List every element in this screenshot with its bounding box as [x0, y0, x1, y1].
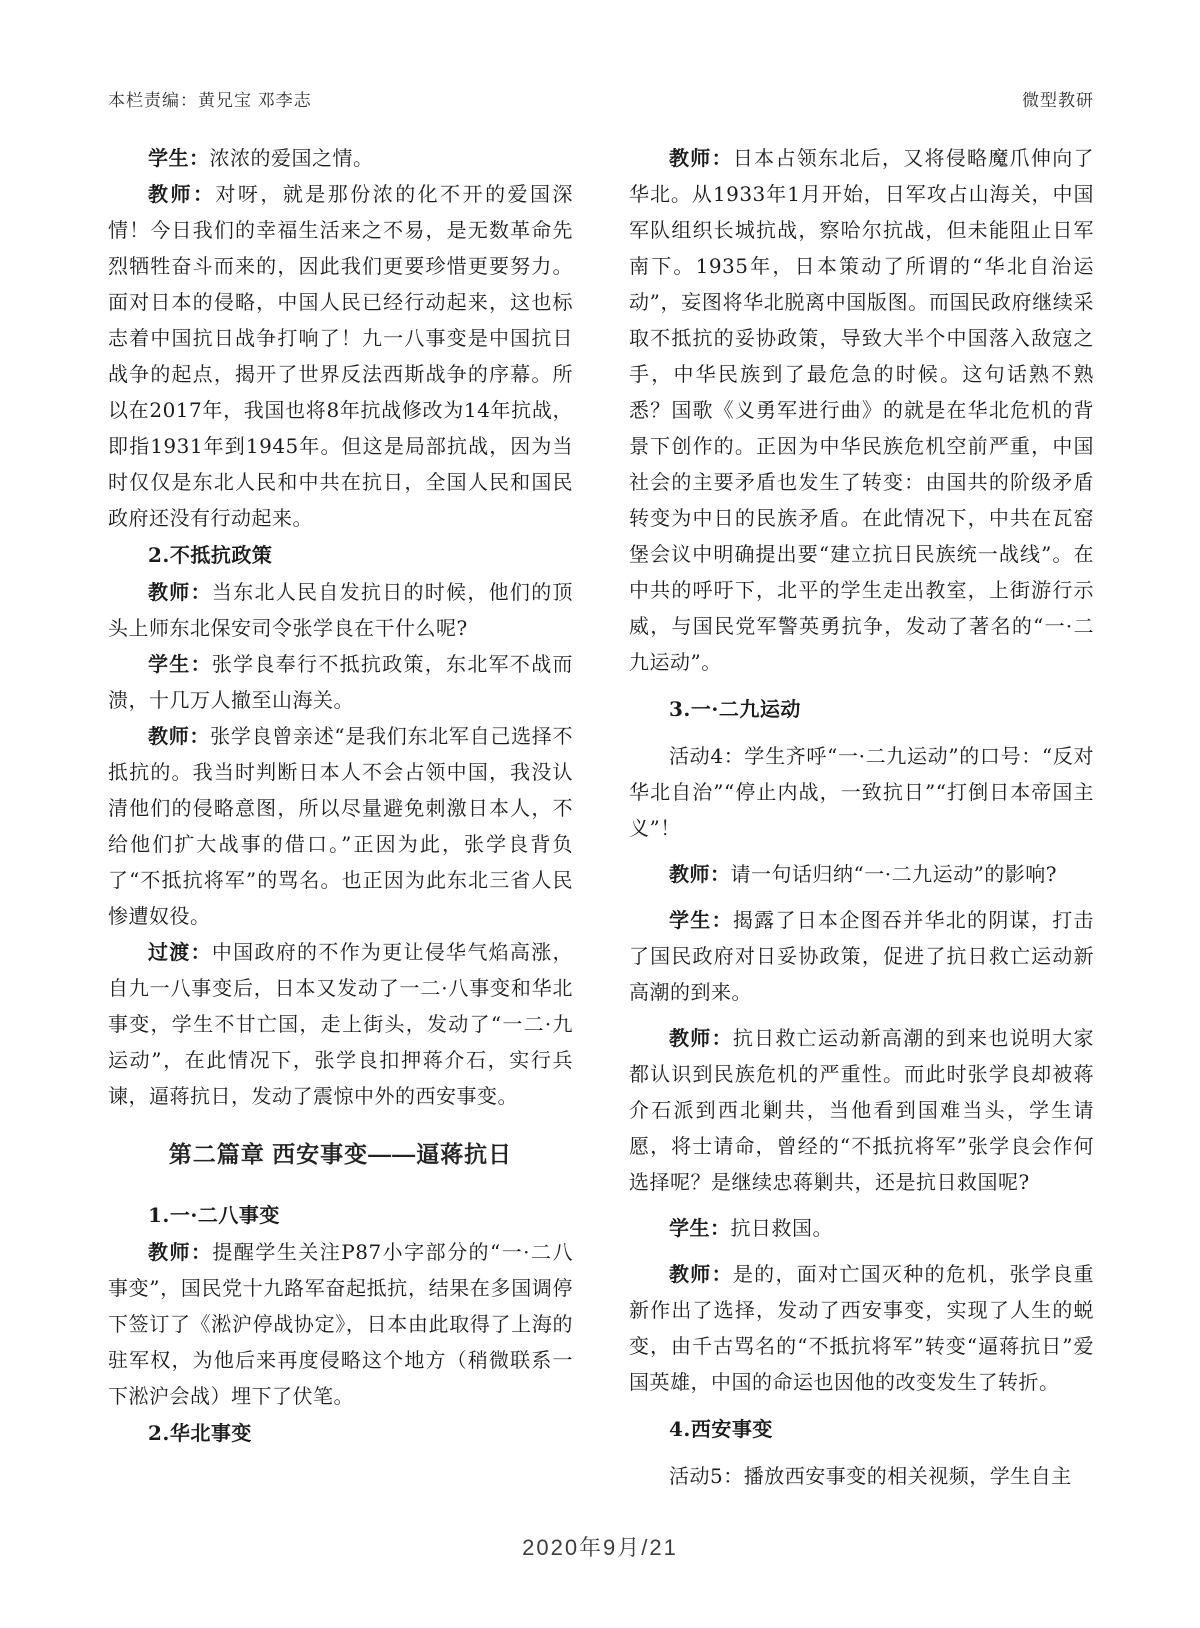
dialogue-paragraph: 教师：提醒学生关注P87小字部分的“一·二八事变”，国民党十九路军奋起抵抗，结果在多国调停下签订了《淞沪停战协定》，日本由此取得了上海的驻军权，为他后来再度侵略这个地方（稍微联系一下淞沪会战）埋下了伏笔。	[108, 1240, 573, 1408]
speaker-label: 学生：	[669, 1216, 731, 1240]
section-heading: 4.西安事变	[669, 1417, 773, 1441]
speaker-label: 过渡：	[148, 940, 212, 964]
speaker-label: 教师：	[669, 146, 733, 170]
dialogue-paragraph: 教师：抗日救亡运动新高潮的到来也说明大家都认识到民族危机的严重性。而此时张学良却被蒋介石派到西北剿共，当他看到国难当头，学生请愿，将士请命，曾经的“不抵抗将军”张学良会作何选择呢？是继续忠蒋剿共，还是抗日救国呢?	[629, 1026, 1094, 1194]
section-heading: 3.一·二九运动	[669, 697, 801, 721]
speaker-label: 教师：	[148, 182, 216, 206]
page-footer	[0, 1531, 1200, 1562]
speaker-label: 学生：	[148, 652, 212, 676]
section-name: 微型教研	[1022, 91, 1094, 110]
issue-and-page-number: 2020年9月/21	[522, 1535, 678, 1560]
speaker-label: 教师：	[148, 724, 211, 748]
page-header	[108, 86, 1094, 111]
dialogue-paragraph: 学生：抗日救国。	[669, 1216, 833, 1240]
dialogue-paragraph: 教师：是的，面对亡国灭种的危机，张学良重新作出了选择，发动了西安事变，实现了人生的蜕变，由千古骂名的“不抵抗将军”转变“逼蒋抗日”爱国英雄，中国的命运也因他的改变发生了转折。	[629, 1262, 1094, 1394]
activity-paragraph: 活动4：学生齐呼“一·二九运动”的口号：“反对华北自治”“停止内战，一致抗日”“打倒日本帝国主义”！	[629, 744, 1094, 840]
chapter-title: 第二篇章 西安事变——逼蒋抗日	[168, 1141, 513, 1167]
dialogue-paragraph: 学生：张学良奉行不抵抗政策，东北军不战而溃，十几万人撤至山海关。	[108, 652, 573, 712]
speaker-label: 教师：	[669, 862, 731, 886]
section-heading: 1.一·二八事变	[148, 1203, 280, 1227]
speaker-label: 学生：	[669, 908, 733, 932]
left-column	[108, 140, 573, 1530]
speaker-label: 教师：	[148, 1240, 213, 1264]
dialogue-paragraph: 学生：揭露了日本企图吞并华北的阴谋，打击了国民政府对日妥协政策，促进了抗日救亡运动新高潮的到来。	[629, 908, 1094, 1004]
two-column-body	[108, 140, 1094, 1530]
section-heading: 2.华北事变	[148, 1421, 252, 1445]
dialogue-paragraph: 过渡：中国政府的不作为更让侵华气焰高涨，自九一八事变后，日本又发动了一二·八事变和华北事变，学生不甘亡国，走上街头，发动了“一二·九运动”，在此情况下，张学良扣押蒋介石，实行兵谏，逼蒋抗日，发动了震惊中外的西安事变。	[108, 940, 573, 1108]
speaker-label: 教师：	[669, 1026, 733, 1050]
speaker-label: 教师：	[669, 1262, 733, 1286]
activity-paragraph: 活动5：播放西安事变的相关视频，学生自主	[669, 1464, 1072, 1488]
speaker-label: 学生：	[148, 146, 210, 170]
dialogue-paragraph: 教师：日本占领东北后，又将侵略魔爪伸向了华北。从1933年1月开始，日军攻占山海关，中国军队组织长城抗战，察哈尔抗战，但未能阻止日军南下。1935年，日本策动了所谓的“华北自治运动”，妄图将华北脱离中国版图。而国民政府继续采取不抵抗的妥协政策，导致大半个中国落入敌寇之手，中华民族到了最危急的时候。这句话熟不熟悉？国歌《义勇军进行曲》的就是在华北危机的背景下创作的。正因为中华民族危机空前严重，中国社会的主要矛盾也发生了转变：由国共的阶级矛盾转变为中日的民族矛盾。在此情况下，中共在瓦窑堡会议中明确提出要“建立抗日民族统一战线”。在中共的呼吁下，北平的学生走出教室，上街游行示威，与国民党军警英勇抗争，发动了著名的“一·二九运动”。	[629, 146, 1094, 674]
right-column	[629, 140, 1094, 1530]
dialogue-paragraph: 教师：请一句话归纳“一·二九运动”的影响?	[669, 862, 1058, 886]
dialogue-paragraph: 教师：张学良曾亲述“是我们东北军自己选择不抵抗的。我当时判断日本人不会占领中国，我没认清他们的侵略意图，所以尽量避免刺激日本人，不给他们扩大战事的借口。”正因为此，张学良背负了“不抵抗将军”的骂名。也正因为此东北三省人民惨遭奴役。	[108, 724, 573, 928]
section-heading: 2.不抵抗政策	[148, 543, 273, 567]
dialogue-paragraph: 学生：浓浓的爱国之情。	[148, 146, 374, 170]
column-editor-credit: 本栏责编：黄兄宝 邓李志	[108, 91, 312, 110]
dialogue-paragraph: 教师：当东北人民自发抗日的时候，他们的顶头上师东北保安司令张学良在干什么呢?	[108, 580, 573, 640]
dialogue-paragraph: 教师：对呀，就是那份浓的化不开的爱国深情！今日我们的幸福生活来之不易，是无数革命先烈牺牲奋斗而来的，因此我们更要珍惜更要努力。面对日本的侵略，中国人民已经行动起来，这也标志着中国抗日战争打响了！九一八事变是中国抗日战争的起点，揭开了世界反法西斯战争的序幕。所以在2017年，我国也将8年抗战修改为14年抗战，即指1931年到1945年。但这是局部抗战，因为当时仅仅是东北人民和中共在抗日，全国人民和国民政府还没有行动起来。	[108, 182, 573, 530]
speaker-label: 教师：	[148, 580, 212, 604]
